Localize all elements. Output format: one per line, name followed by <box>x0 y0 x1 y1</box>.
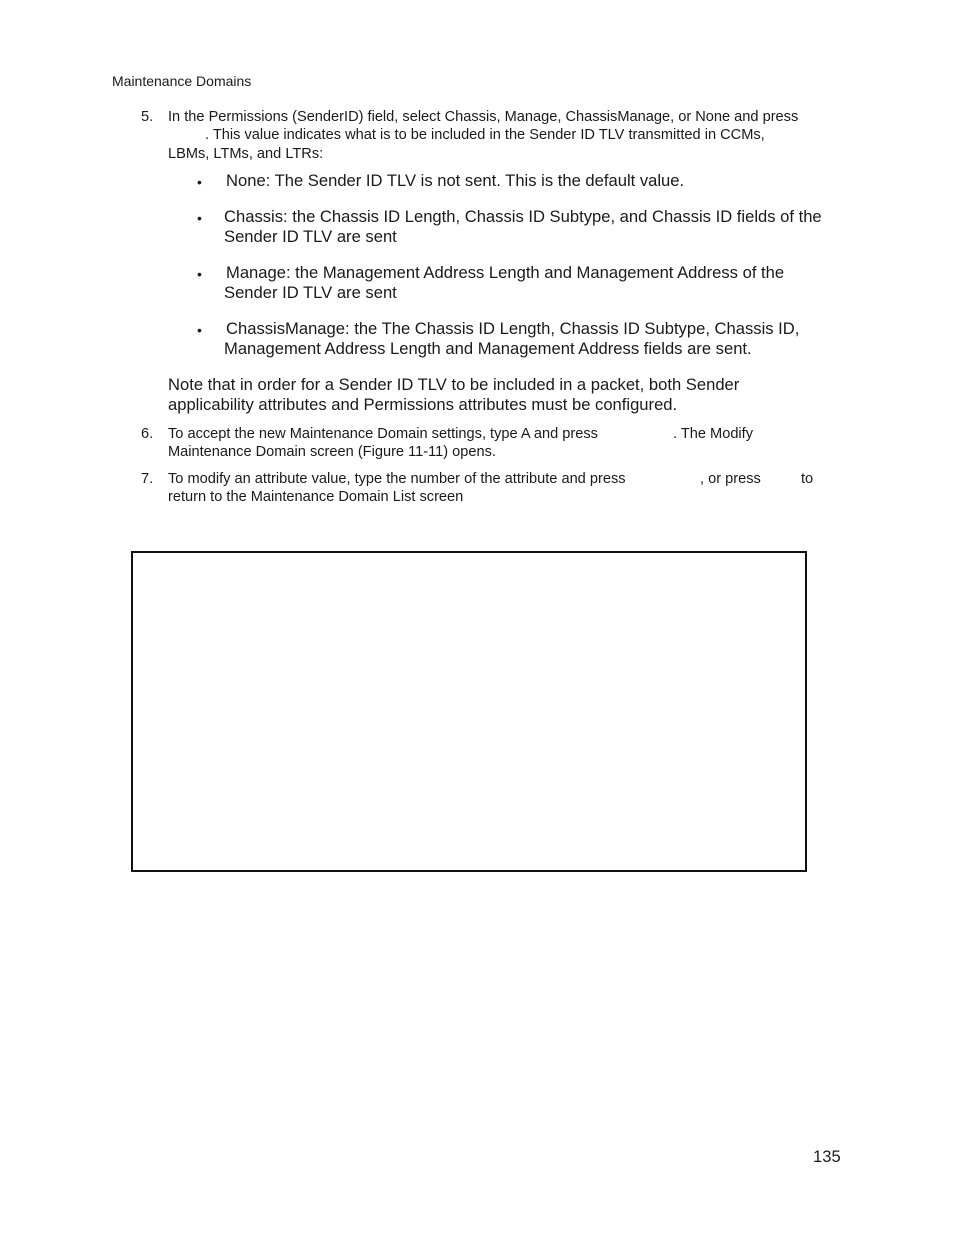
step-7-line-1a: To modify an attribute value, type the number of the attribute and press <box>168 471 626 487</box>
step-6-line-1b: . The Modify <box>673 426 754 442</box>
step-7-line-1b: , or press <box>700 471 761 487</box>
bullet-none-text: None: The Sender ID TLV is not sent. This is the default value. <box>226 171 685 190</box>
bullet-chassismanage-line-2: Management Address Length and Management Address fields are sent. <box>224 339 752 358</box>
step-5-line-3: LBMs, LTMs, and LTRs: <box>168 146 324 162</box>
running-header: Maintenance Domains <box>112 73 252 89</box>
step-7-line-2: return to the Maintenance Domain List screen <box>168 489 464 505</box>
bullet-marker: • <box>197 266 202 282</box>
step-5-line-2: . This value indicates what is to be included in the Sender ID TLV transmitted in CCMs, <box>205 127 765 143</box>
bullet-chassismanage-line-1: ChassisManage: the The Chassis ID Length, Chassis ID Subtype, Chassis ID, <box>226 319 800 338</box>
step-6-line-2: Maintenance Domain screen (Figure 11-11) opens. <box>168 444 496 460</box>
bullet-manage-line-2: Sender ID TLV are sent <box>224 283 397 302</box>
step-5-line-1: In the Permissions (SenderID) field, select Chassis, Manage, ChassisManage, or None and press <box>168 109 799 125</box>
note-line-2: applicability attributes and Permissions attributes must be configured. <box>168 395 678 414</box>
step-7-number: 7. <box>141 471 154 487</box>
bullet-marker: • <box>197 322 202 338</box>
step-6-number: 6. <box>141 426 154 442</box>
step-5-number: 5. <box>141 109 154 125</box>
bullet-manage-line-1: Manage: the Management Address Length and Management Address of the <box>226 263 785 282</box>
note-line-1: Note that in order for a Sender ID TLV to be included in a packet, both Sender <box>168 375 740 394</box>
bullet-marker: • <box>197 210 202 226</box>
bullet-chassis-line-1: Chassis: the Chassis ID Length, Chassis ID Subtype, and Chassis ID fields of the <box>224 207 822 226</box>
step-7-line-1c: to <box>801 471 814 487</box>
page-number: 135 <box>813 1147 841 1166</box>
bullet-chassis-line-2: Sender ID TLV are sent <box>224 227 397 246</box>
figure-frame <box>131 551 807 872</box>
step-6-line-1a: To accept the new Maintenance Domain settings, type A and press <box>168 426 598 442</box>
bullet-marker: • <box>197 174 202 190</box>
